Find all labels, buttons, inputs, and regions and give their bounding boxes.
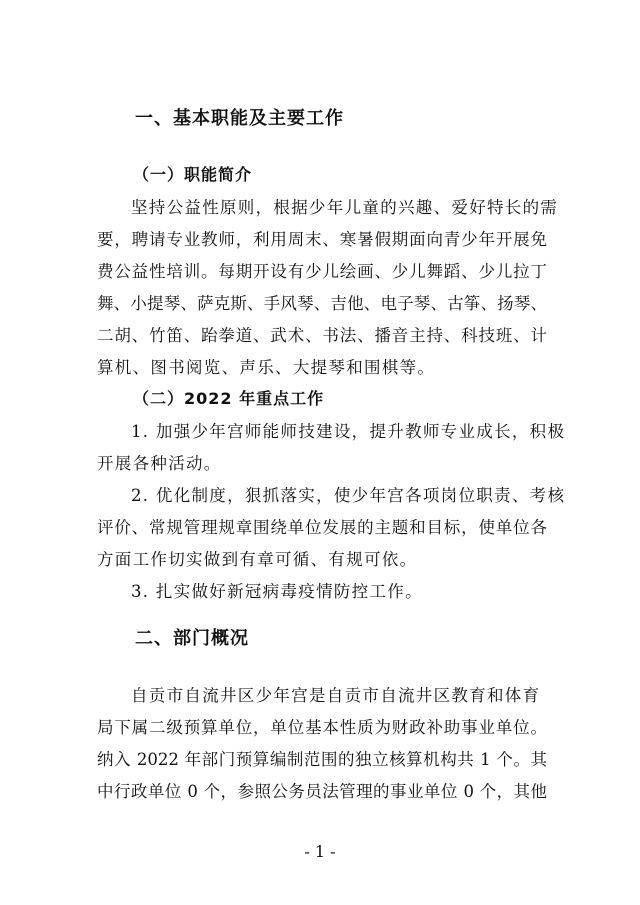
paragraph-line: 坚持公益性原则，根据少年儿童的兴趣、爱好特长的需 [131, 198, 559, 217]
paragraph-line: 自贡市自流井区少年宫是自贡市自流井区教育和体育 [131, 686, 541, 705]
paragraph-line: 算机、图书阅览、声乐、大提琴和围棋等。 [97, 358, 436, 377]
subsection-1-heading: （一）职能简介 [133, 165, 253, 184]
paragraph-line: 局下属二级预算单位，单位基本性质为财政补助事业单位。 [97, 718, 547, 737]
subsection-2-heading: （二）2022 年重点工作 [133, 389, 325, 408]
paragraph-line: 方面工作切实做到有章可循、有规可依。 [97, 550, 418, 569]
paragraph-line: 二胡、竹笛、跆拳道、武术、书法、播音主持、科技班、计 [97, 326, 547, 345]
paragraph-line: 纳入 2022 年部门预算编制范围的独立核算机构共 1 个。其 [97, 750, 547, 769]
paragraph-line: 3. 扎实做好新冠病毒疫情防控工作。 [131, 582, 423, 601]
paragraph-line: 中行政单位 0 个，参照公务员法管理的事业单位 0 个，其他 [97, 782, 547, 801]
section-2-heading: 二、部门概况 [135, 628, 249, 649]
paragraph-line: 舞、小提琴、萨克斯、手风琴、吉他、电子琴、古筝、扬琴、 [97, 294, 547, 313]
section-1-heading: 一、基本职能及主要工作 [135, 108, 344, 129]
paragraph-line: 1. 加强少年宫师能师技建设，提升教师专业成长，积极 [131, 422, 566, 441]
paragraph-line: 要，聘请专业教师，利用周末、寒暑假期面向青少年开展免 [97, 230, 547, 249]
page-number: - 1 - [304, 842, 336, 861]
paragraph-line: 开展各种活动。 [97, 454, 222, 473]
paragraph-line: 2. 优化制度，狠抓落实，使少年宫各项岗位职责、考核 [131, 486, 566, 505]
paragraph-line: 评价、常规管理规章围绕单位发展的主题和目标，使单位各 [97, 518, 547, 537]
paragraph-line: 费公益性培训。每期开设有少儿绘画、少儿舞蹈、少儿拉丁 [97, 262, 547, 281]
